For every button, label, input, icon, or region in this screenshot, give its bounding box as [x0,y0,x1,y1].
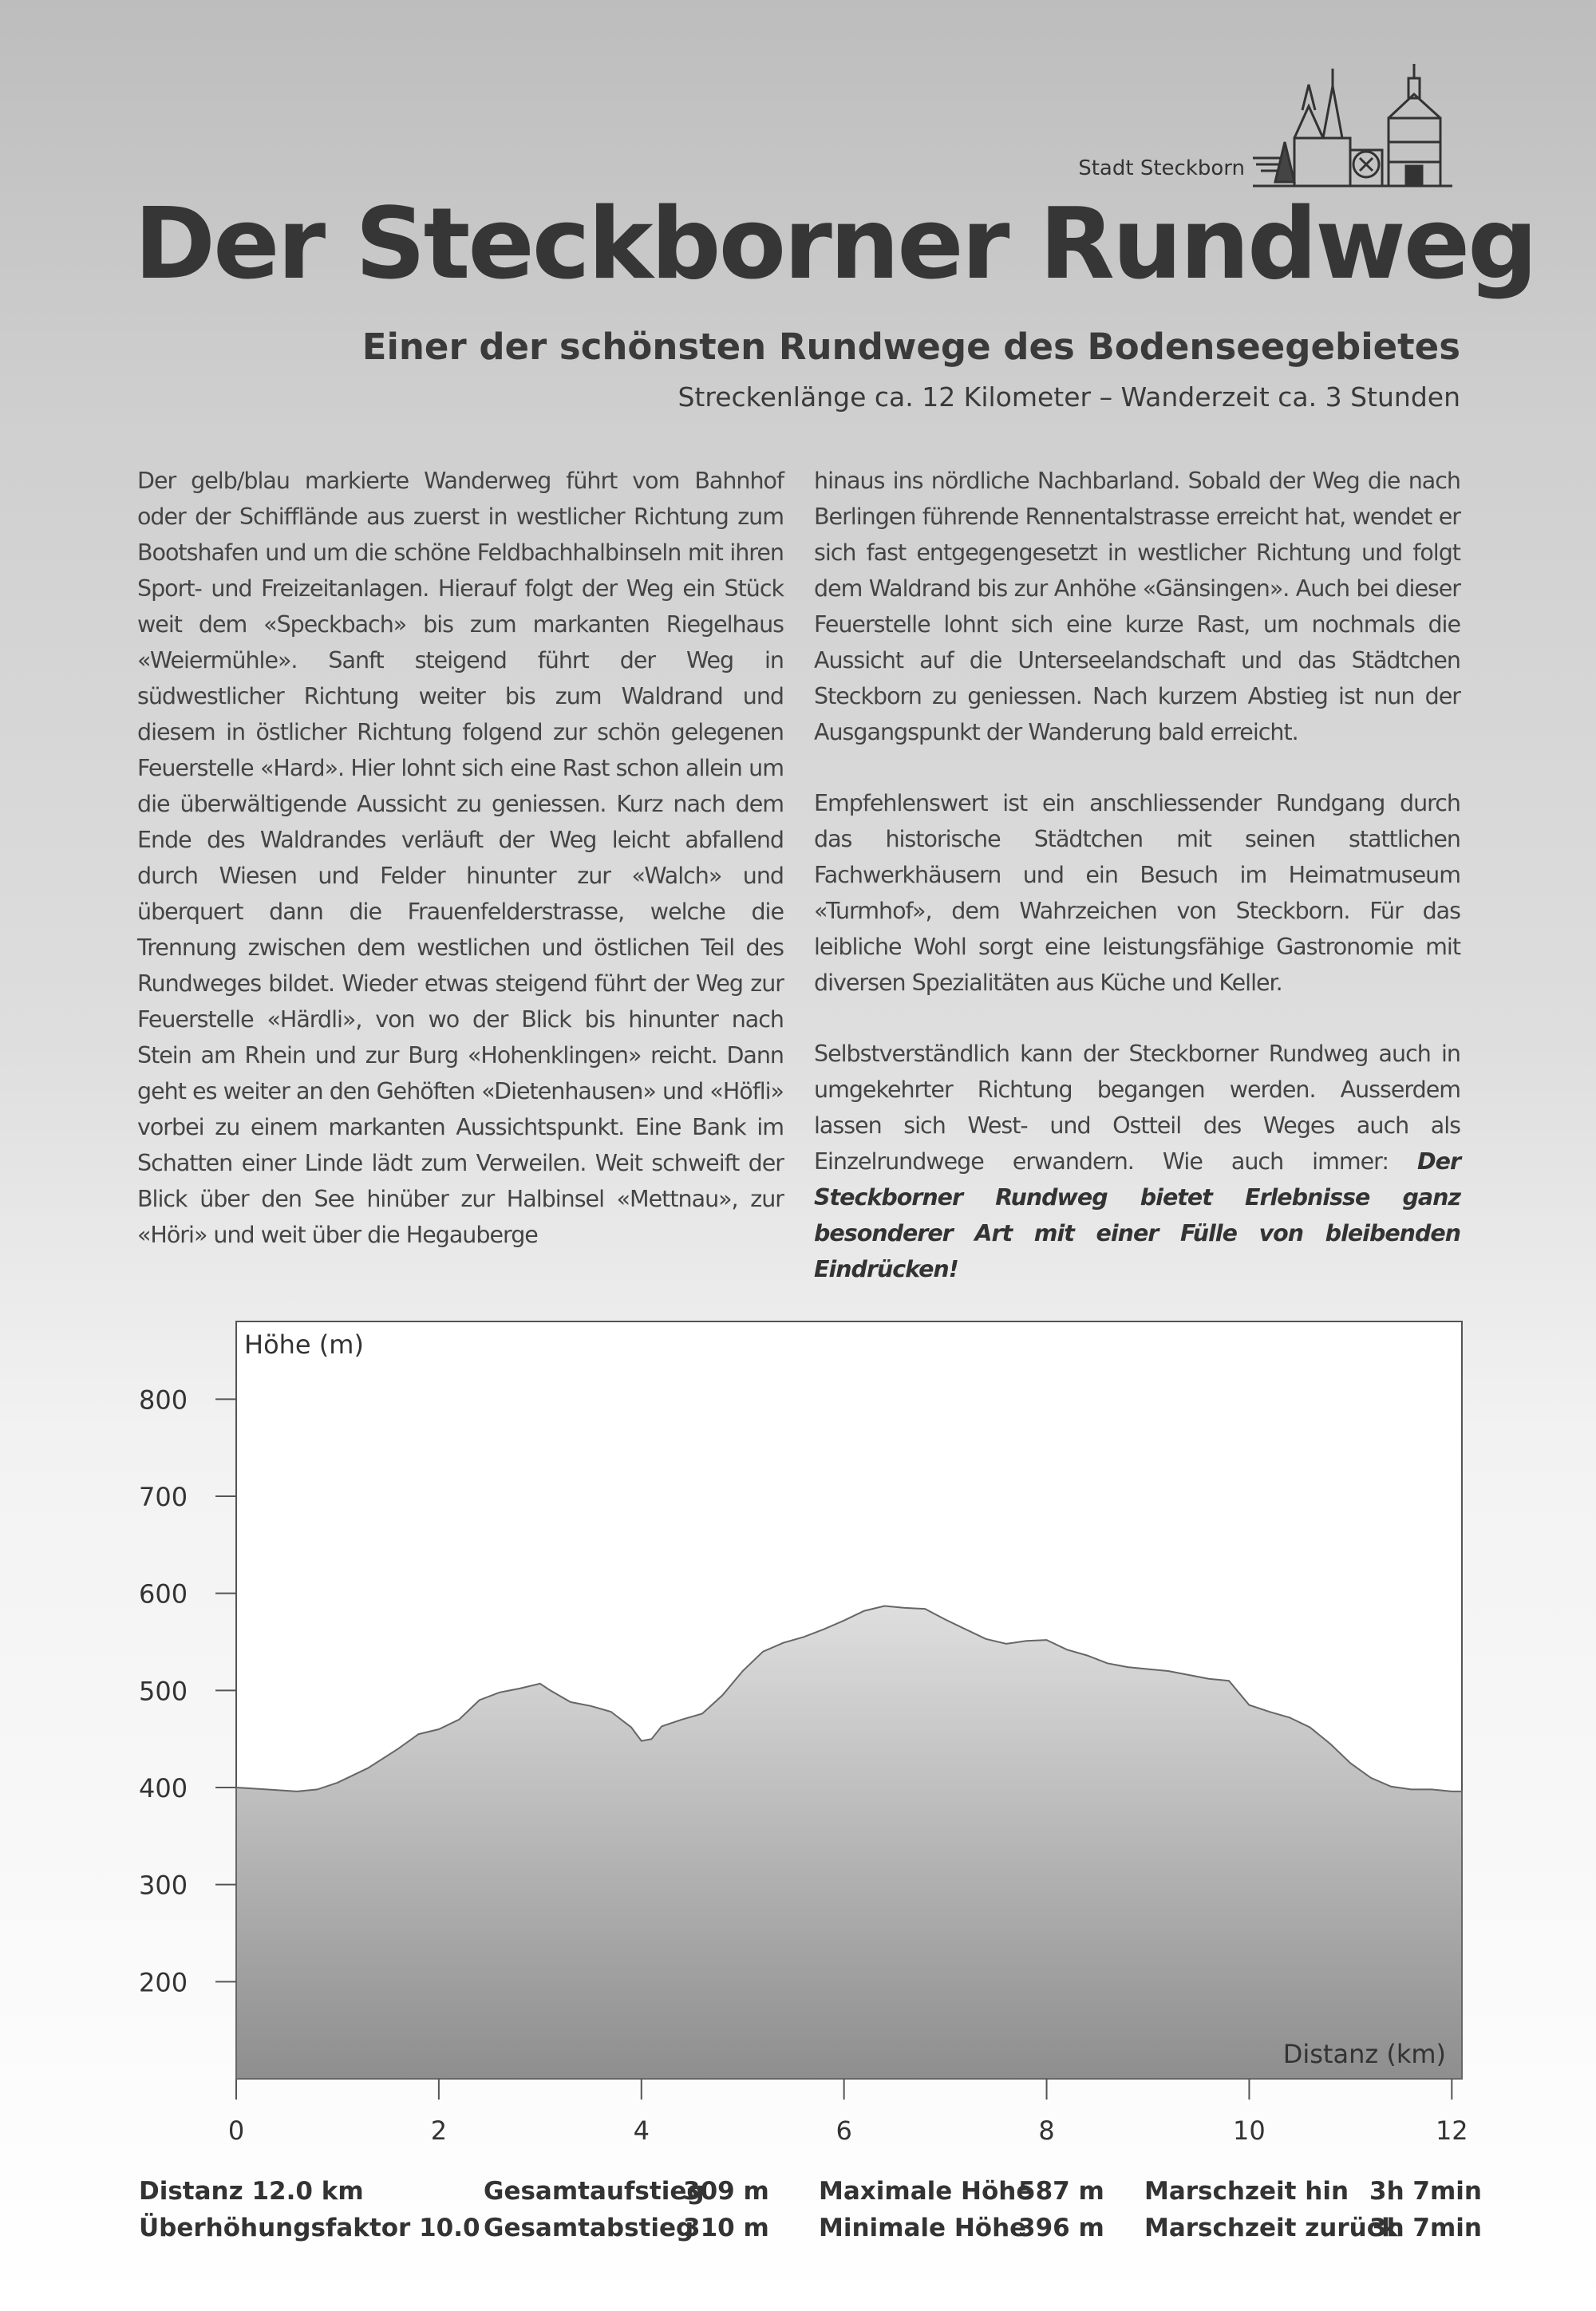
y-tick-label: 600 [139,1578,188,1610]
stat-time-out-value: 3h 7min [1369,2177,1482,2206]
stat-ascent-label: Gesamtaufstieg [484,2177,705,2206]
paragraph-route-east: hinaus ins nördliche Nachbarland. Sobald der Weg die nach Berlingen führende Rennentalstrasse erreicht hat, wendet er sich fast entgegengesetzt in westlicher Richtung und folgt dem Waldrand bis zur Anhöhe «Gänsingen». Auch bei dieser Feuerstelle lohnt sich eine kurze Rast, um nochmals die Aussicht auf die Unterseelandschaft und das Städtchen Steckborn zu geniessen. Nach kurzem Abstieg ist nun der Ausgangspunkt der Wanderung bald erreicht. [814,468,1460,745]
town-skyline-icon [1253,62,1460,190]
x-tick-label: 0 [227,2115,245,2146]
page-title: Der Steckborner Rundweg [134,188,1536,302]
y-axis [139,1385,236,1997]
x-tick-label: 12 [1435,2115,1468,2146]
x-axis [228,2079,1468,2146]
stat-time-out-label: Marschzeit hin [1144,2177,1349,2206]
x-tick-label: 4 [633,2115,650,2146]
x-tick-label: 10 [1233,2115,1266,2146]
logo-text: Stadt Steckborn [1078,156,1245,180]
elevation-profile-chart [0,1309,1596,2155]
stat-min-label: Minimale Höhe [819,2214,1027,2242]
stat-max-label: Maximale Höhe [819,2177,1033,2206]
stat-exaggeration: Überhöhungsfaktor 10.0 [139,2214,480,2242]
conclusion-text: Selbstverständlich kann der Steckborner Rundweg auch in umgekehrter Richtung begangen werden. Ausserdem lassen sich West- und Ostteil des Weges auch als Einzelrundwege erwandern. Wie auch immer: [814,1041,1460,1175]
stat-time-back-value: 3h 7min [1369,2214,1482,2242]
stat-ascent-value: 309 m [683,2177,769,2206]
x-tick-label: 8 [1038,2115,1055,2146]
x-axis-label: Distanz (km) [1282,2039,1446,2069]
route-stats [0,2177,1596,2249]
y-tick-label: 300 [139,1870,188,1901]
y-tick-label: 800 [139,1385,188,1416]
paragraph-conclusion [814,1036,1460,1287]
x-tick-label: 2 [430,2115,448,2146]
paragraph-recommendation: Empfehlenswert ist ein anschliessender Rundgang durch das historische Städtchen mit seinen stattlichen Fachwerkhäusern und ein Besuch im Heimatmuseum «Turmhof», dem Wahrzeichen von Steckborn. Für das leibliche Wohl sorgt eine leistungsfähige Gastronomie mit diversen Spezialitäten aus Küche und Keller. [814,790,1460,996]
stat-time-back-label: Marschzeit zurück [1144,2214,1398,2242]
stat-distance: Distanz 12.0 km [139,2177,364,2206]
y-axis-label: Höhe (m) [244,1329,364,1360]
stat-max-value: 587 m [1018,2177,1104,2206]
stat-descent-label: Gesamtabstieg [484,2214,694,2242]
paragraph-route-west: Der gelb/blau markierte Wanderweg führt vom Bahnhof oder der Schifflände aus zuerst in westlicher Richtung zum Bootshafen und um die schöne Feldbachhalbinseln mit ihren Sport- und Freizeitanlagen. Hierauf folgt der Weg ein Stück weit dem «Speckbach» bis zum markanten Riegelhaus «Weiermühle». Sanft steigend führt der Weg in südwestlicher Richtung weiter bis zum Waldrand und diesem in östlicher Richtung folgend zur schön gelegenen Feuerstelle «Hard». Hier lohnt sich eine Rast schon allein um die überwältigende Aussicht zu geniessen. Kurz nach dem Ende des Waldrandes verläuft der Weg leicht abfallend durch Wiesen und Felder hinunter zur «Walch» und überquert dann die Frauenfelderstrasse, welche die Trennung zwischen dem westlichen und östlichen Teil des Rundweges bildet. Wieder etwas steigend führt der Weg zur Feuerstelle «Härdli», von wo der Blick bis hinunter nach Stein am Rhein und zur Burg «Hohenklingen» reicht. Dann geht es weiter an den Gehöften «Dietenhausen» und «Höfli» vorbei zu einem markanten Aussichtspunkt. Eine Bank im Schatten einer Linde lädt zum Verweilen. Weit schweift der Blick über den See hinüber zur Halbinsel «Mettnau», zur «Höri» und weit über die Hegauberge [137,468,784,1248]
y-tick-label: 700 [139,1482,188,1512]
logo [1078,62,1460,190]
stat-descent-value: 310 m [683,2214,769,2242]
y-tick-label: 200 [139,1967,188,1998]
text-column-right [814,463,1460,1322]
route-summary: Streckenlänge ca. 12 Kilometer – Wanderzeit ca. 3 Stunden [678,381,1460,413]
y-tick-label: 500 [139,1676,188,1707]
y-tick-label: 400 [139,1773,188,1803]
x-tick-label: 6 [836,2115,852,2146]
text-column-left [137,463,784,1288]
page-subtitle: Einer der schönsten Rundwege des Bodenseegebietes [361,326,1460,368]
conclusion-emphasis: Der Steckborner Rundweg bietet Erlebnisse ganz besonderer Art mit einer Fülle von bleibenden Eindrücken! [814,1148,1461,1282]
stat-min-value: 396 m [1018,2214,1104,2242]
